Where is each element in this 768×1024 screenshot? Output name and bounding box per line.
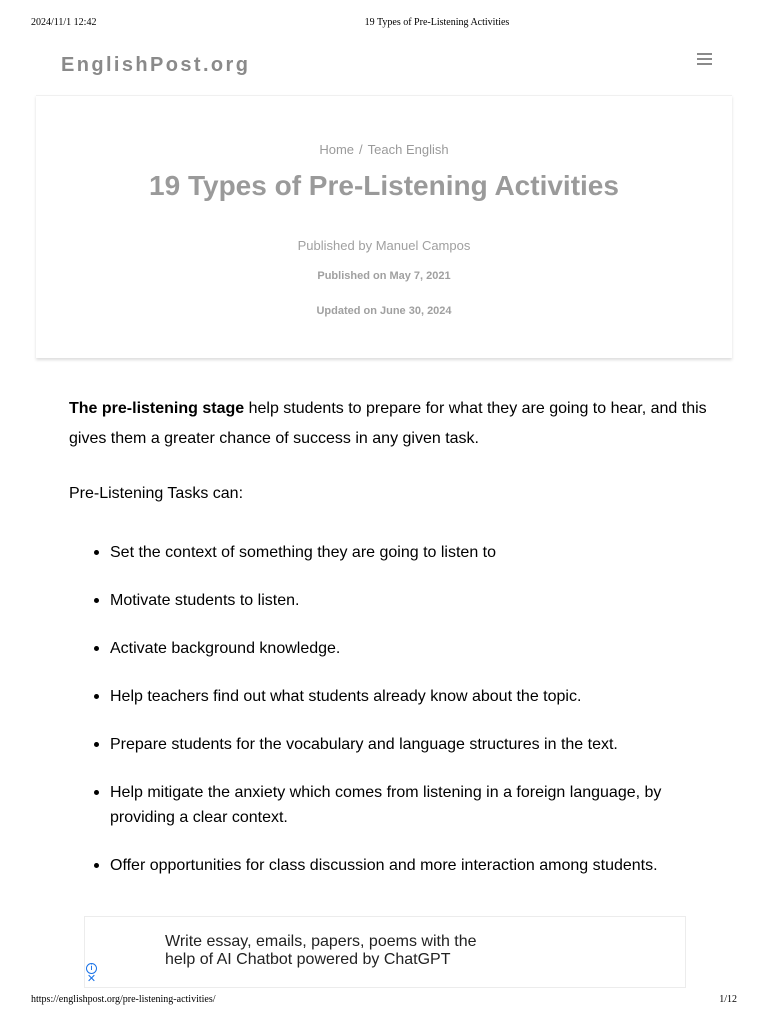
hamburger-menu-icon[interactable] xyxy=(697,53,712,66)
intro-bold-phrase: The pre-listening stage xyxy=(69,400,245,417)
list-item: Activate background knowledge. xyxy=(110,636,700,661)
breadcrumb-home[interactable]: Home xyxy=(319,142,355,157)
list-item: Help teachers find out what students already know about the topic. xyxy=(110,684,700,709)
ad-blank-area xyxy=(481,917,685,987)
print-url: https://englishpost.org/pre-listening-activities/ xyxy=(31,994,216,1005)
intro-paragraph xyxy=(69,394,709,454)
breadcrumb xyxy=(36,142,732,157)
ad-text-line-1: Write essay, emails, papers, poems with the xyxy=(165,933,477,950)
close-icon[interactable]: ✕ xyxy=(86,973,97,985)
print-doc-title: 19 Types of Pre-Listening Activities xyxy=(364,17,510,28)
breadcrumb-separator: / xyxy=(359,142,363,157)
ad-text[interactable] xyxy=(165,933,481,969)
intro-text: help students to prepare for what they are going to hear, and this gives them a greater chance of success in any given task. xyxy=(69,400,707,447)
tasks-heading: Pre-Listening Tasks can: xyxy=(69,485,244,502)
print-page-number: 1/12 xyxy=(719,994,737,1005)
info-icon[interactable]: i xyxy=(86,963,97,974)
author-byline: Published by Manuel Campos xyxy=(297,238,471,253)
list-item: Help mitigate the anxiety which comes from listening in a foreign language, by providing a clear context. xyxy=(110,780,700,830)
list-item: Motivate students to listen. xyxy=(110,588,700,613)
list-item: Prepare students for the vocabulary and language structures in the text. xyxy=(110,732,700,757)
list-item: Offer opportunities for class discussion and more interaction among students. xyxy=(110,853,700,878)
breadcrumb-category[interactable]: Teach English xyxy=(367,142,449,157)
list-item: Set the context of something they are going to listen to xyxy=(110,540,700,565)
print-header xyxy=(0,17,768,31)
updated-date: Updated on June 30, 2024 xyxy=(316,305,452,317)
hero-card xyxy=(36,95,732,358)
print-footer xyxy=(0,994,768,1008)
ad-text-line-2: help of AI Chatbot powered by ChatGPT xyxy=(165,951,451,968)
site-logo[interactable]: EnglishPost.org xyxy=(61,54,251,76)
published-date: Published on May 7, 2021 xyxy=(317,270,451,282)
page-title: 19 Types of Pre-Listening Activities xyxy=(149,170,619,201)
ad-banner[interactable] xyxy=(84,916,686,988)
print-datetime: 2024/11/1 12:42 xyxy=(31,17,97,28)
